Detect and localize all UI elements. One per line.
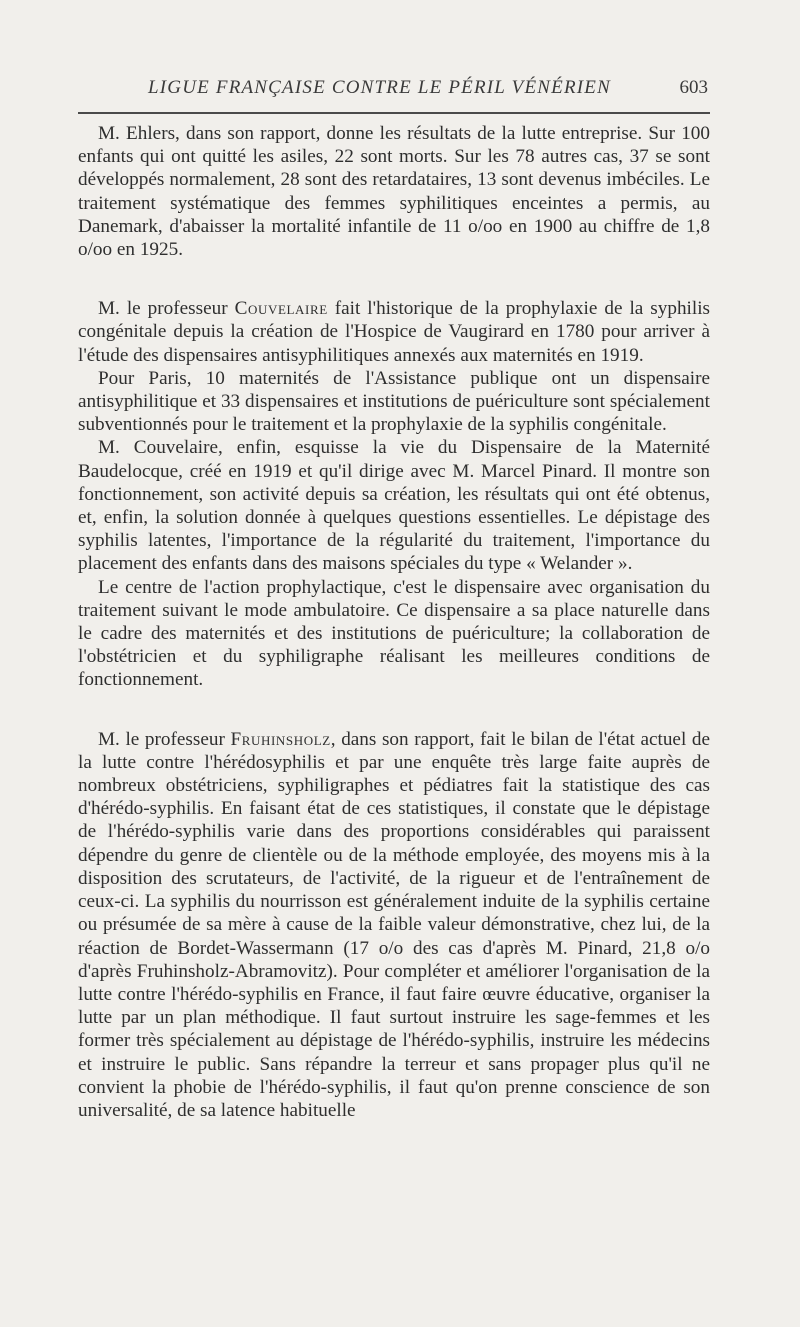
paragraph-paris: Pour Paris, 10 maternités de l'Assistance publique ont un dispensaire antisyphilitique et 33 dispensaires et institutions de puériculture sont spécialement subventionnés pour le traitement et la prophylaxie de la syphilis congénitale.: [78, 367, 710, 436]
section-gap: [78, 261, 710, 297]
body-text: [78, 122, 710, 1122]
paragraph-couvelaire-intro: [78, 297, 710, 367]
paragraph-ehlers: M. Ehlers, dans son rapport, donne les résultats de la lutte entreprise. Sur 100 enfants qui ont quitté les asiles, 22 sont morts. Sur les 78 autres cas, 37 se sont développés normalement, 28 sont des retardataires, 13 sont devenus imbéciles. Le traitement systématique des femmes syphilitiques enceintes a permis, au Danemark, d'abaisser la mortalité infantile de 11 o/oo en 1900 au chiffre de 1,8 o/oo en 1925.: [78, 123, 710, 261]
author-name: Couvelaire: [234, 298, 328, 320]
header-rule: [78, 112, 710, 114]
paragraph-dispensaire: Le centre de l'action prophylactique, c'est le dispensaire avec organisation du traitement suivant le mode ambulatoire. Ce dispensaire a sa place naturelle dans le cadre des maternités et des institutions de puériculture; la collaboration de l'obstétricien et du syphiligraphe réalisant les meilleures conditions de fonctionnement.: [78, 576, 710, 691]
paragraph-baudelocque: M. Couvelaire, enfin, esquisse la vie du Dispensaire de la Maternité Baudelocque, créé en 1919 et qu'il dirige avec M. Marcel Pinard. Il montre son fonctionnement, son activité depuis sa création, les résultats qui ont été obtenus, et, enfin, la solution donnée à quelques questions essentielles. Le dépistage des syphilis latentes, l'importance de la régularité du traitement, l'importance du placement des enfants dans des maisons spéciales du type « Welander ».: [78, 437, 710, 575]
paragraph-text: fait l'historique de la prophylaxie de la syphilis congénitale depuis la création de l'Hospice de Vaugirard en 1780 pour arriver à l'étude des dispensaires antisyphilitiques annexés aux maternités en 1919.: [78, 298, 710, 366]
section-gap: [78, 692, 710, 728]
paragraph-prefix: M. le professeur: [98, 298, 235, 320]
paragraph-prefix: M. le professeur: [98, 728, 231, 750]
running-title: LIGUE FRANÇAISE CONTRE LE PÉRIL VÉNÉRIEN: [148, 77, 611, 98]
page-number: 603: [679, 77, 708, 98]
page-header: [78, 77, 710, 107]
paragraph-fruhinsholz: [78, 728, 710, 1122]
author-name: Fruhinsholz: [230, 728, 331, 750]
paragraph-text: , dans son rapport, fait le bilan de l'état actuel de la lutte contre l'hérédosyphilis et par une enquête très large faite auprès de nombreux obstétriciens, syphiligraphes et pédiatres fait la statistique des cas d'hérédo-syphilis. En faisant état de ces statistiques, il constate que le dépistage de l'hérédo-syphilis varie dans des proportions considérables qui paraissent dépendre du genre de clientèle ou de la méthode employée, des moyens mis à la disposition des scrutateurs, de l'activité, de la rigueur et de l'entraînement de ceux-ci. La syphilis du nourrisson est généralement induite de la syphilis certaine ou présumée de sa mère à cause de la faible valeur démonstrative, chez lui, de la réaction de Bordet-Wassermann (17 o/o des cas d'après M. Pinard, 21,8 o/o d'après Fruhinsholz-Abramovitz). Pour compléter et améliorer l'organisation de la lutte contre l'hérédo-syphilis en France, il faut faire œuvre éducative, organiser la lutte par un plan méthodique. Il faut surtout instruire les sage-femmes et les former très spécialement au dépistage de l'hérédo-syphilis, instruire les médecins et instruire le public. Sans répandre la terreur et sans propager plus qu'il ne convient la phobie de l'hérédo-syphilis, il faut qu'on prenne conscience de son universalité, de sa latence habituelle: [78, 728, 710, 1121]
